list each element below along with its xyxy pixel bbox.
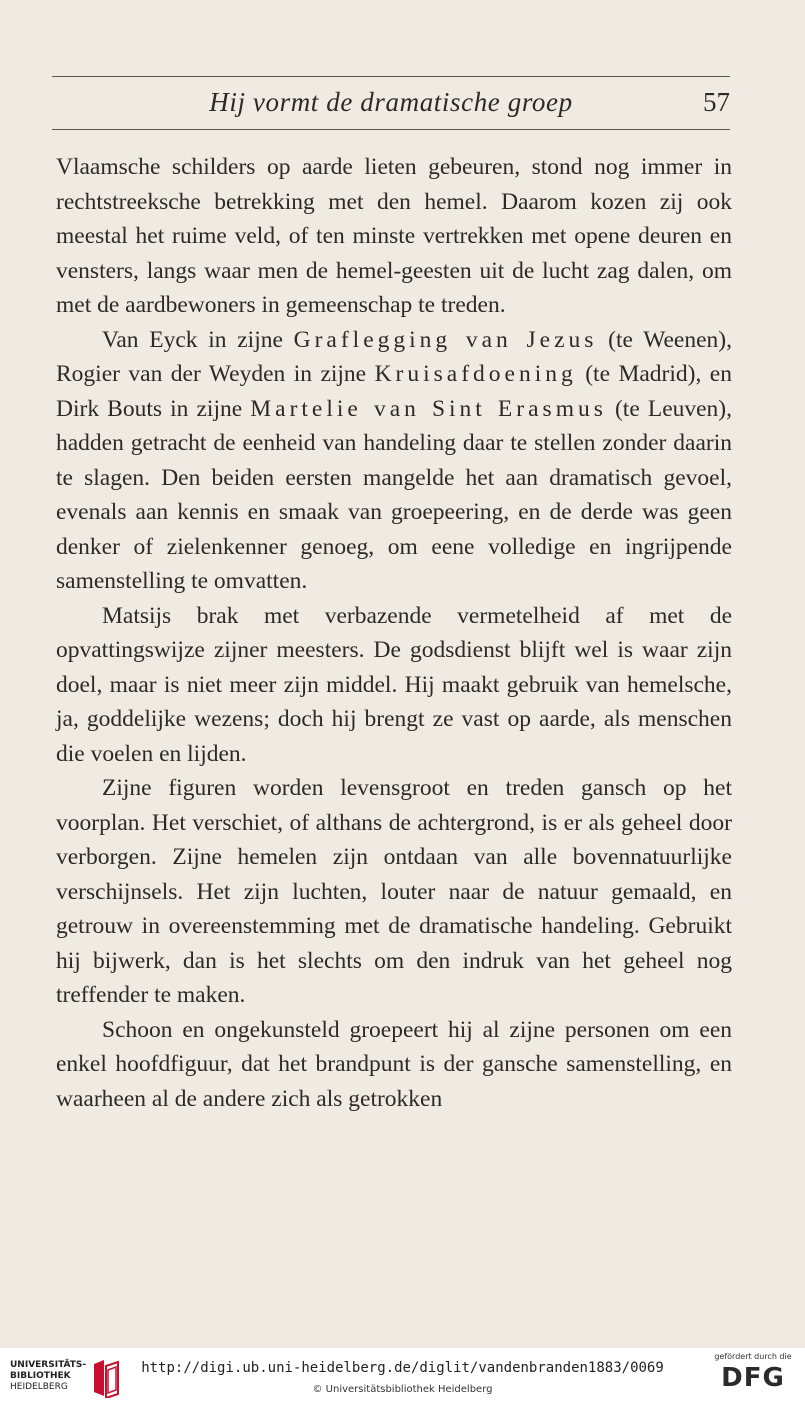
paragraph-3: [56, 599, 732, 772]
running-head: [52, 85, 730, 121]
paragraph-4-text: Zijne figuren worden levensgroot en treden gansch op het voorplan. Het verschiet, of althans de achtergrond, is er als geheel door verborgen. Zijne hemelen zijn ontdaan van alle bovennatuurlijke verschijnsels. Het zijn luchten, louter naar de natuur gemaald, en getrouw in overeenstemming met de dramatische handeling. Gebruikt hij bijwerk, dan is het slechts om den indruk van het geheel nog treffender te maken.: [56, 775, 732, 1008]
institution-line-2: BIBLIOTHEK: [10, 1371, 71, 1381]
paragraph-2-part: (te Leuven), hadden getracht de eenheid van handeling daar te stellen zonder daarin te slagen. Den beiden eersten mangelde het aan dramatisch gevoel, evenals aan kennis en smaak van groepeering, en de derde was geen denker of zielenkenner genoeg, om eene volledige en ingrijpende samenstelling te omvatten.: [56, 395, 733, 594]
header-rule-top: [52, 76, 730, 77]
title-martelie: Martelie van Sint Erasmus: [250, 395, 607, 422]
paragraph-2-part: (te Madrid), en Dirk Bouts in zijne: [56, 361, 732, 422]
paragraph-4: [56, 771, 732, 1013]
permalink-url[interactable]: http://digi.ub.uni-heidelberg.de/diglit/vandenbranden1883/0069: [141, 1360, 664, 1376]
paragraph-3-text: Matsijs brak met verbazende vermetelheid af met de opvattingswijze zijner meesters. De godsdienst blijft wel is waar zijn doel, maar is niet meer zijn middel. Hij maakt gebruik van hemelsche, ja, goddelijke wezens; doch hij brengt ze vast op aarde, als menschen die voelen en lijden.: [56, 602, 732, 767]
institution-line-1: UNIVERSITÄTS-: [10, 1360, 87, 1370]
institution-line-3: HEIDELBERG: [10, 1382, 68, 1392]
running-title: Hij vormt de dramatische groep: [209, 87, 573, 117]
paragraph-5: [56, 1013, 732, 1117]
viewer-footer: [0, 1348, 805, 1404]
body-text: [56, 150, 732, 1116]
paragraph-2-part: (te Weenen), Rogier van der Weyden in zijne: [56, 326, 732, 387]
title-kruisafdoening: Kruisafdoening: [374, 361, 577, 387]
paragraph-1: Vlaamsche schilders op aarde lieten gebeuren, stond nog immer in rechtstreeksche betrekking met den hemel. Daarom kozen zij ook meestal het ruime veld, of ten minste vertrekken met opene deuren en vensters, langs waar men de hemel-geesten uit de lucht zag dalen, om met de aardbewoners in gemeenschap te treden.: [56, 154, 732, 318]
paragraph-5-text: Schoon en ongekunsteld groepeert hij al zijne personen om een enkel hoofdfiguur, dat het brandpunt is der gansche samenstelling, en waarheen al de andere zich als getrokken: [56, 1016, 732, 1112]
header-rule-bottom: [52, 129, 730, 130]
page-number: 57: [703, 87, 730, 117]
dfg-funding-logo[interactable]: [713, 1352, 793, 1400]
funding-caption: gefördert durch die: [714, 1352, 792, 1361]
title-graflegging: Graflegging van Jezus: [293, 326, 598, 353]
paragraph-2-part: Van Eyck in zijne: [102, 326, 294, 353]
paragraph-2: [56, 323, 732, 599]
dfg-logo-text: DFG: [721, 1363, 785, 1393]
copyright-notice: © Universitätsbibliothek Heidelberg: [312, 1384, 493, 1395]
